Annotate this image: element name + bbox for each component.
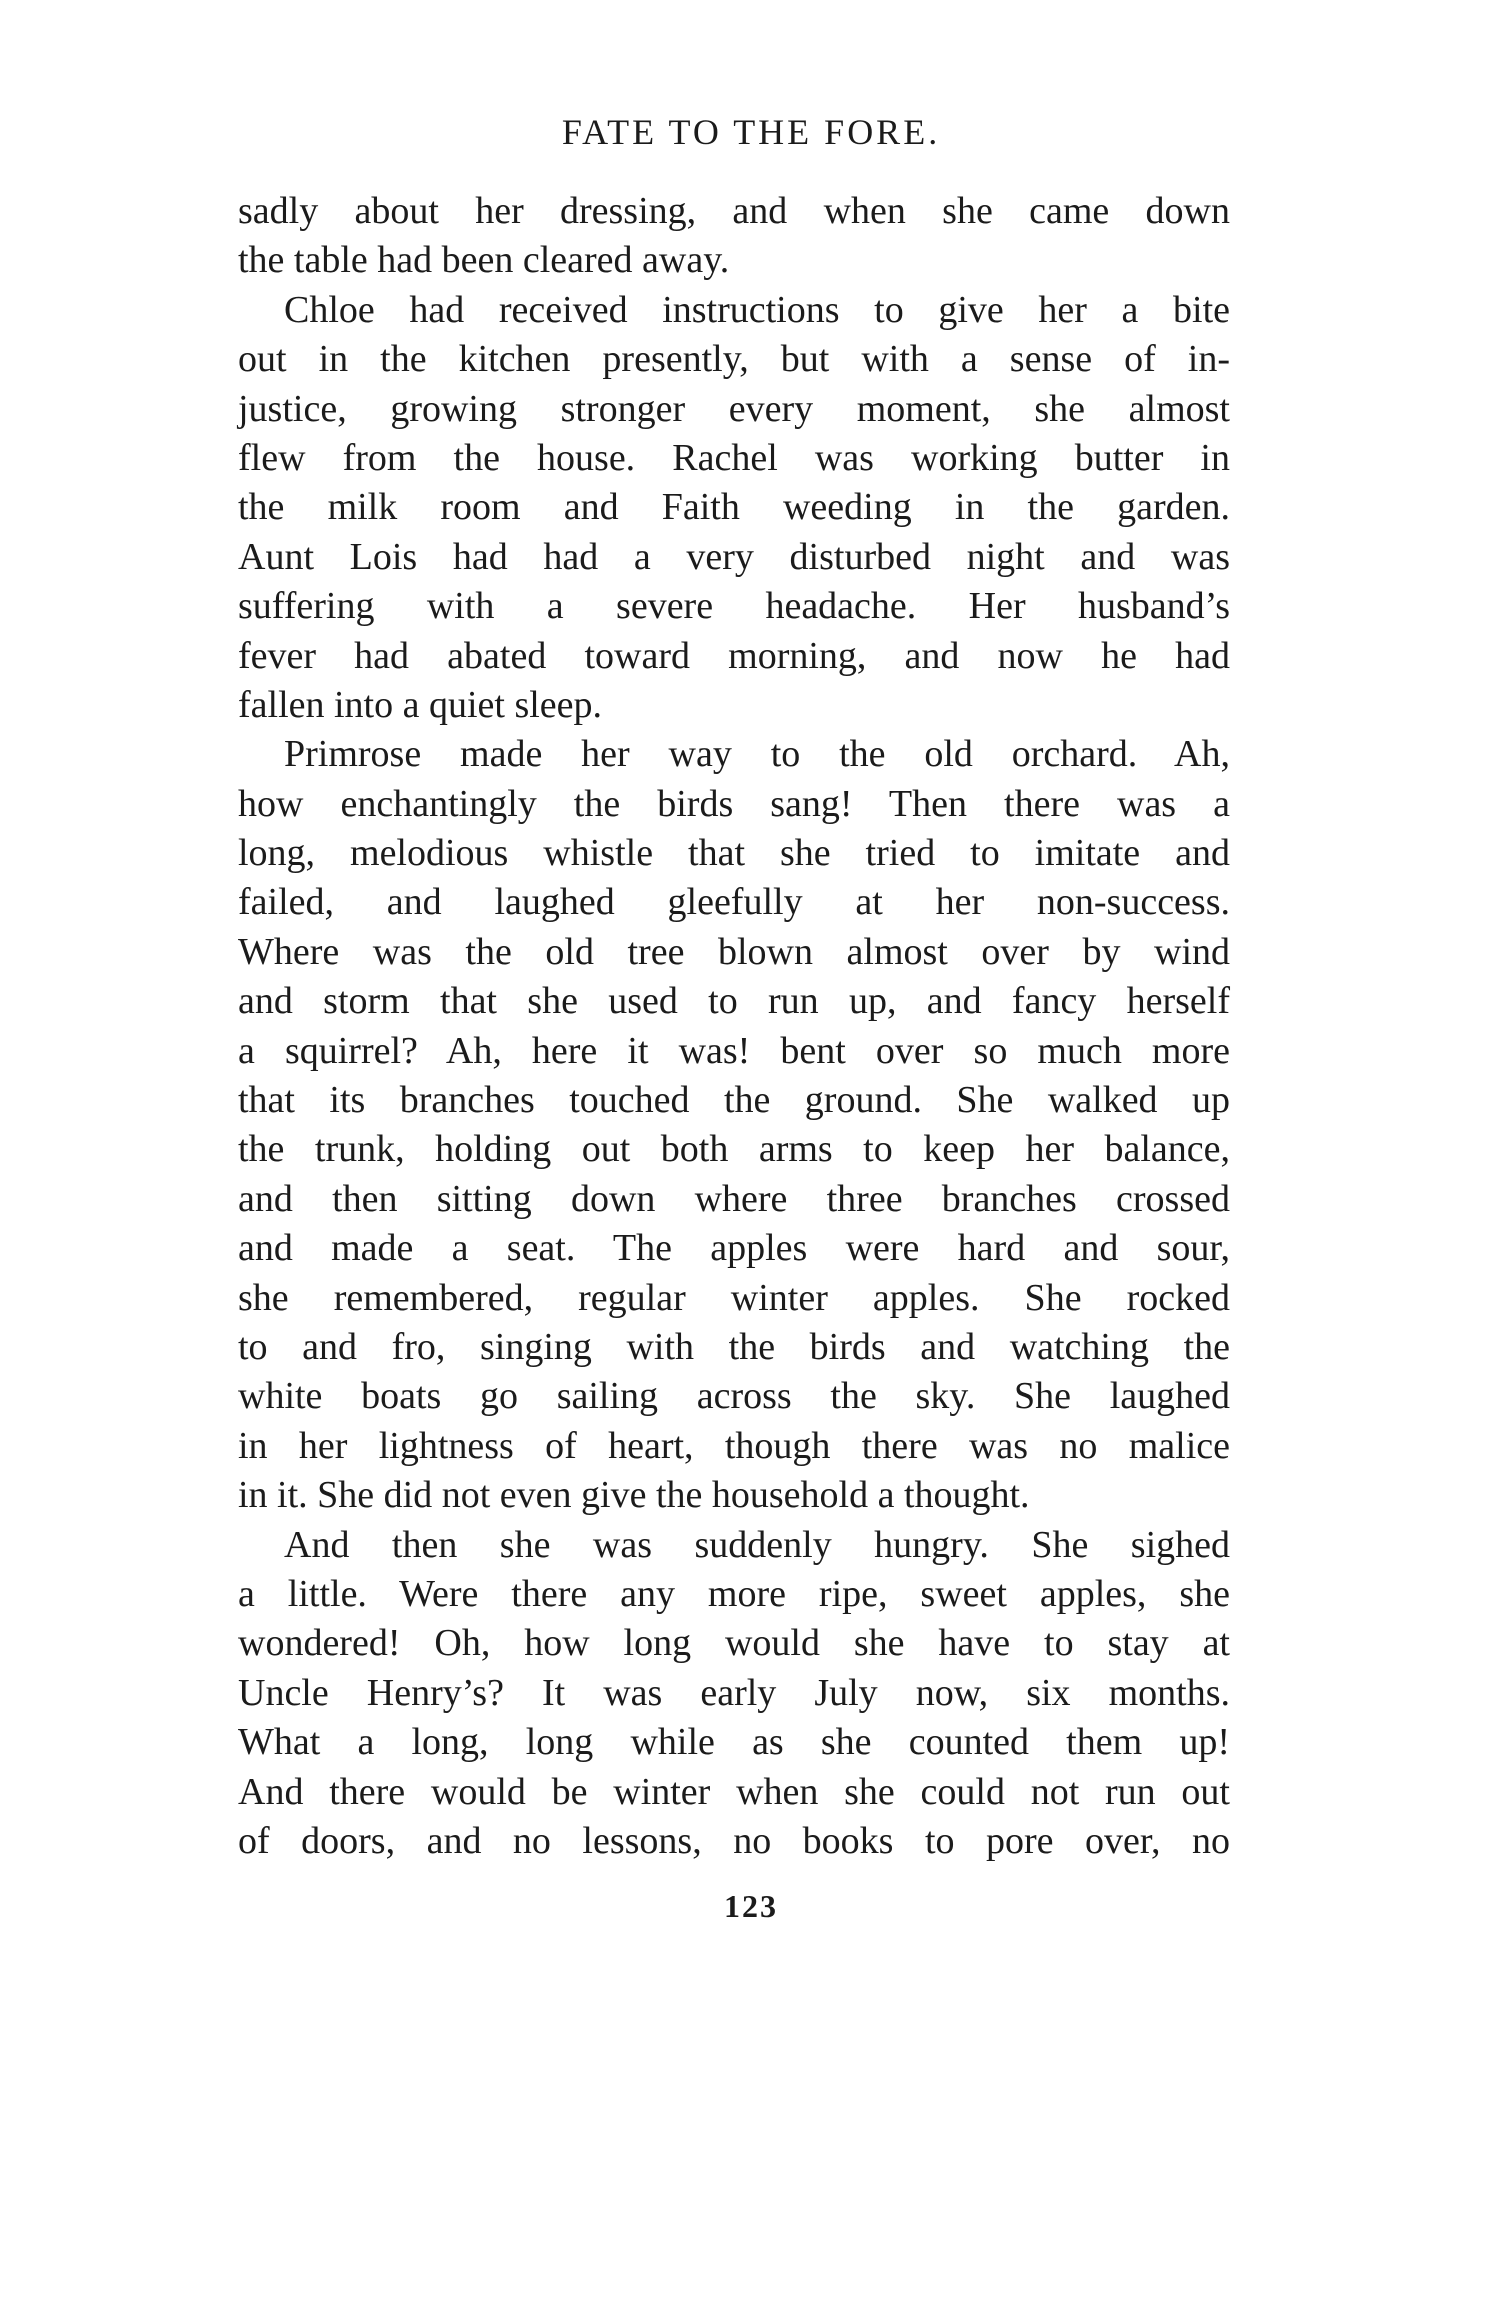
text-line: Uncle Henry’s? It was early July now, six months. xyxy=(238,1671,1230,1714)
text-line: wondered! Oh, how long would she have to stay at xyxy=(238,1622,1230,1665)
text-line: how enchantingly the birds sang! Then there was a xyxy=(238,782,1230,825)
text-line: flew from the house. Rachel was working butter in xyxy=(238,436,1230,479)
page-number: 123 xyxy=(724,1888,778,1924)
text-line: and then sitting down where three branches crossed xyxy=(238,1177,1230,1220)
paragraph xyxy=(238,1521,1230,1867)
text-line: Chloe had received instructions to give her a bite xyxy=(284,288,1230,331)
running-head: FATE TO THE FORE. xyxy=(561,112,941,152)
text-line: fallen into a quiet sleep. xyxy=(238,683,603,726)
text-line: out in the kitchen presently, but with a sense of in- xyxy=(238,338,1230,381)
text-line: in it. She did not even give the household a thought. xyxy=(238,1474,1030,1517)
text-line: sadly about her dressing, and when she came down xyxy=(238,190,1230,232)
text-line: and storm that she used to run up, and fancy herself xyxy=(238,980,1230,1023)
text-line: suffering with a severe headache. Her husband’s xyxy=(238,585,1230,628)
text-line: Aunt Lois had had a very disturbed night and was xyxy=(238,535,1230,578)
text-line: that its branches touched the ground. She walked up xyxy=(238,1079,1230,1122)
text-line: the milk room and Faith weeding in the garden. xyxy=(238,486,1230,529)
text-line: Primrose made her way to the old orchard. Ah, xyxy=(284,733,1230,776)
body-text xyxy=(238,187,1230,1866)
text-line: she remembered, regular winter apples. She rocked xyxy=(238,1276,1230,1319)
text-line: justice, growing stronger every moment, she almost xyxy=(238,387,1230,430)
paragraph xyxy=(238,730,1230,1520)
text-line: in her lightness of heart, though there was no malice xyxy=(238,1424,1230,1467)
paragraph xyxy=(238,187,1230,286)
text-line: and made a seat. The apples were hard and sour, xyxy=(238,1227,1230,1270)
text-line: failed, and laughed gleefully at her non-success. xyxy=(238,881,1230,924)
paragraph xyxy=(238,286,1230,731)
text-line: a little. Were there any more ripe, sweet apples, she xyxy=(238,1572,1230,1615)
text-line: a squirrel? Ah, here it was! bent over so much more xyxy=(238,1029,1230,1072)
text-line: And there would be winter when she could not run out xyxy=(238,1770,1230,1813)
text-line: the trunk, holding out both arms to keep her balance, xyxy=(238,1128,1230,1171)
text-line: Where was the old tree blown almost over by wind xyxy=(238,930,1230,973)
text-line: of doors, and no lessons, no books to pore over, no xyxy=(238,1819,1230,1862)
text-line: fever had abated toward morning, and now he had xyxy=(238,634,1230,677)
text-line: And then she was suddenly hungry. She sighed xyxy=(284,1523,1230,1566)
text-line: the table had been cleared away. xyxy=(238,239,730,282)
text-line: to and fro, singing with the birds and watching the xyxy=(238,1325,1230,1368)
text-line: long, melodious whistle that she tried to imitate and xyxy=(238,832,1230,875)
text-line: white boats go sailing across the sky. She laughed xyxy=(238,1375,1230,1418)
text-line: What a long, long while as she counted them up! xyxy=(238,1721,1230,1764)
